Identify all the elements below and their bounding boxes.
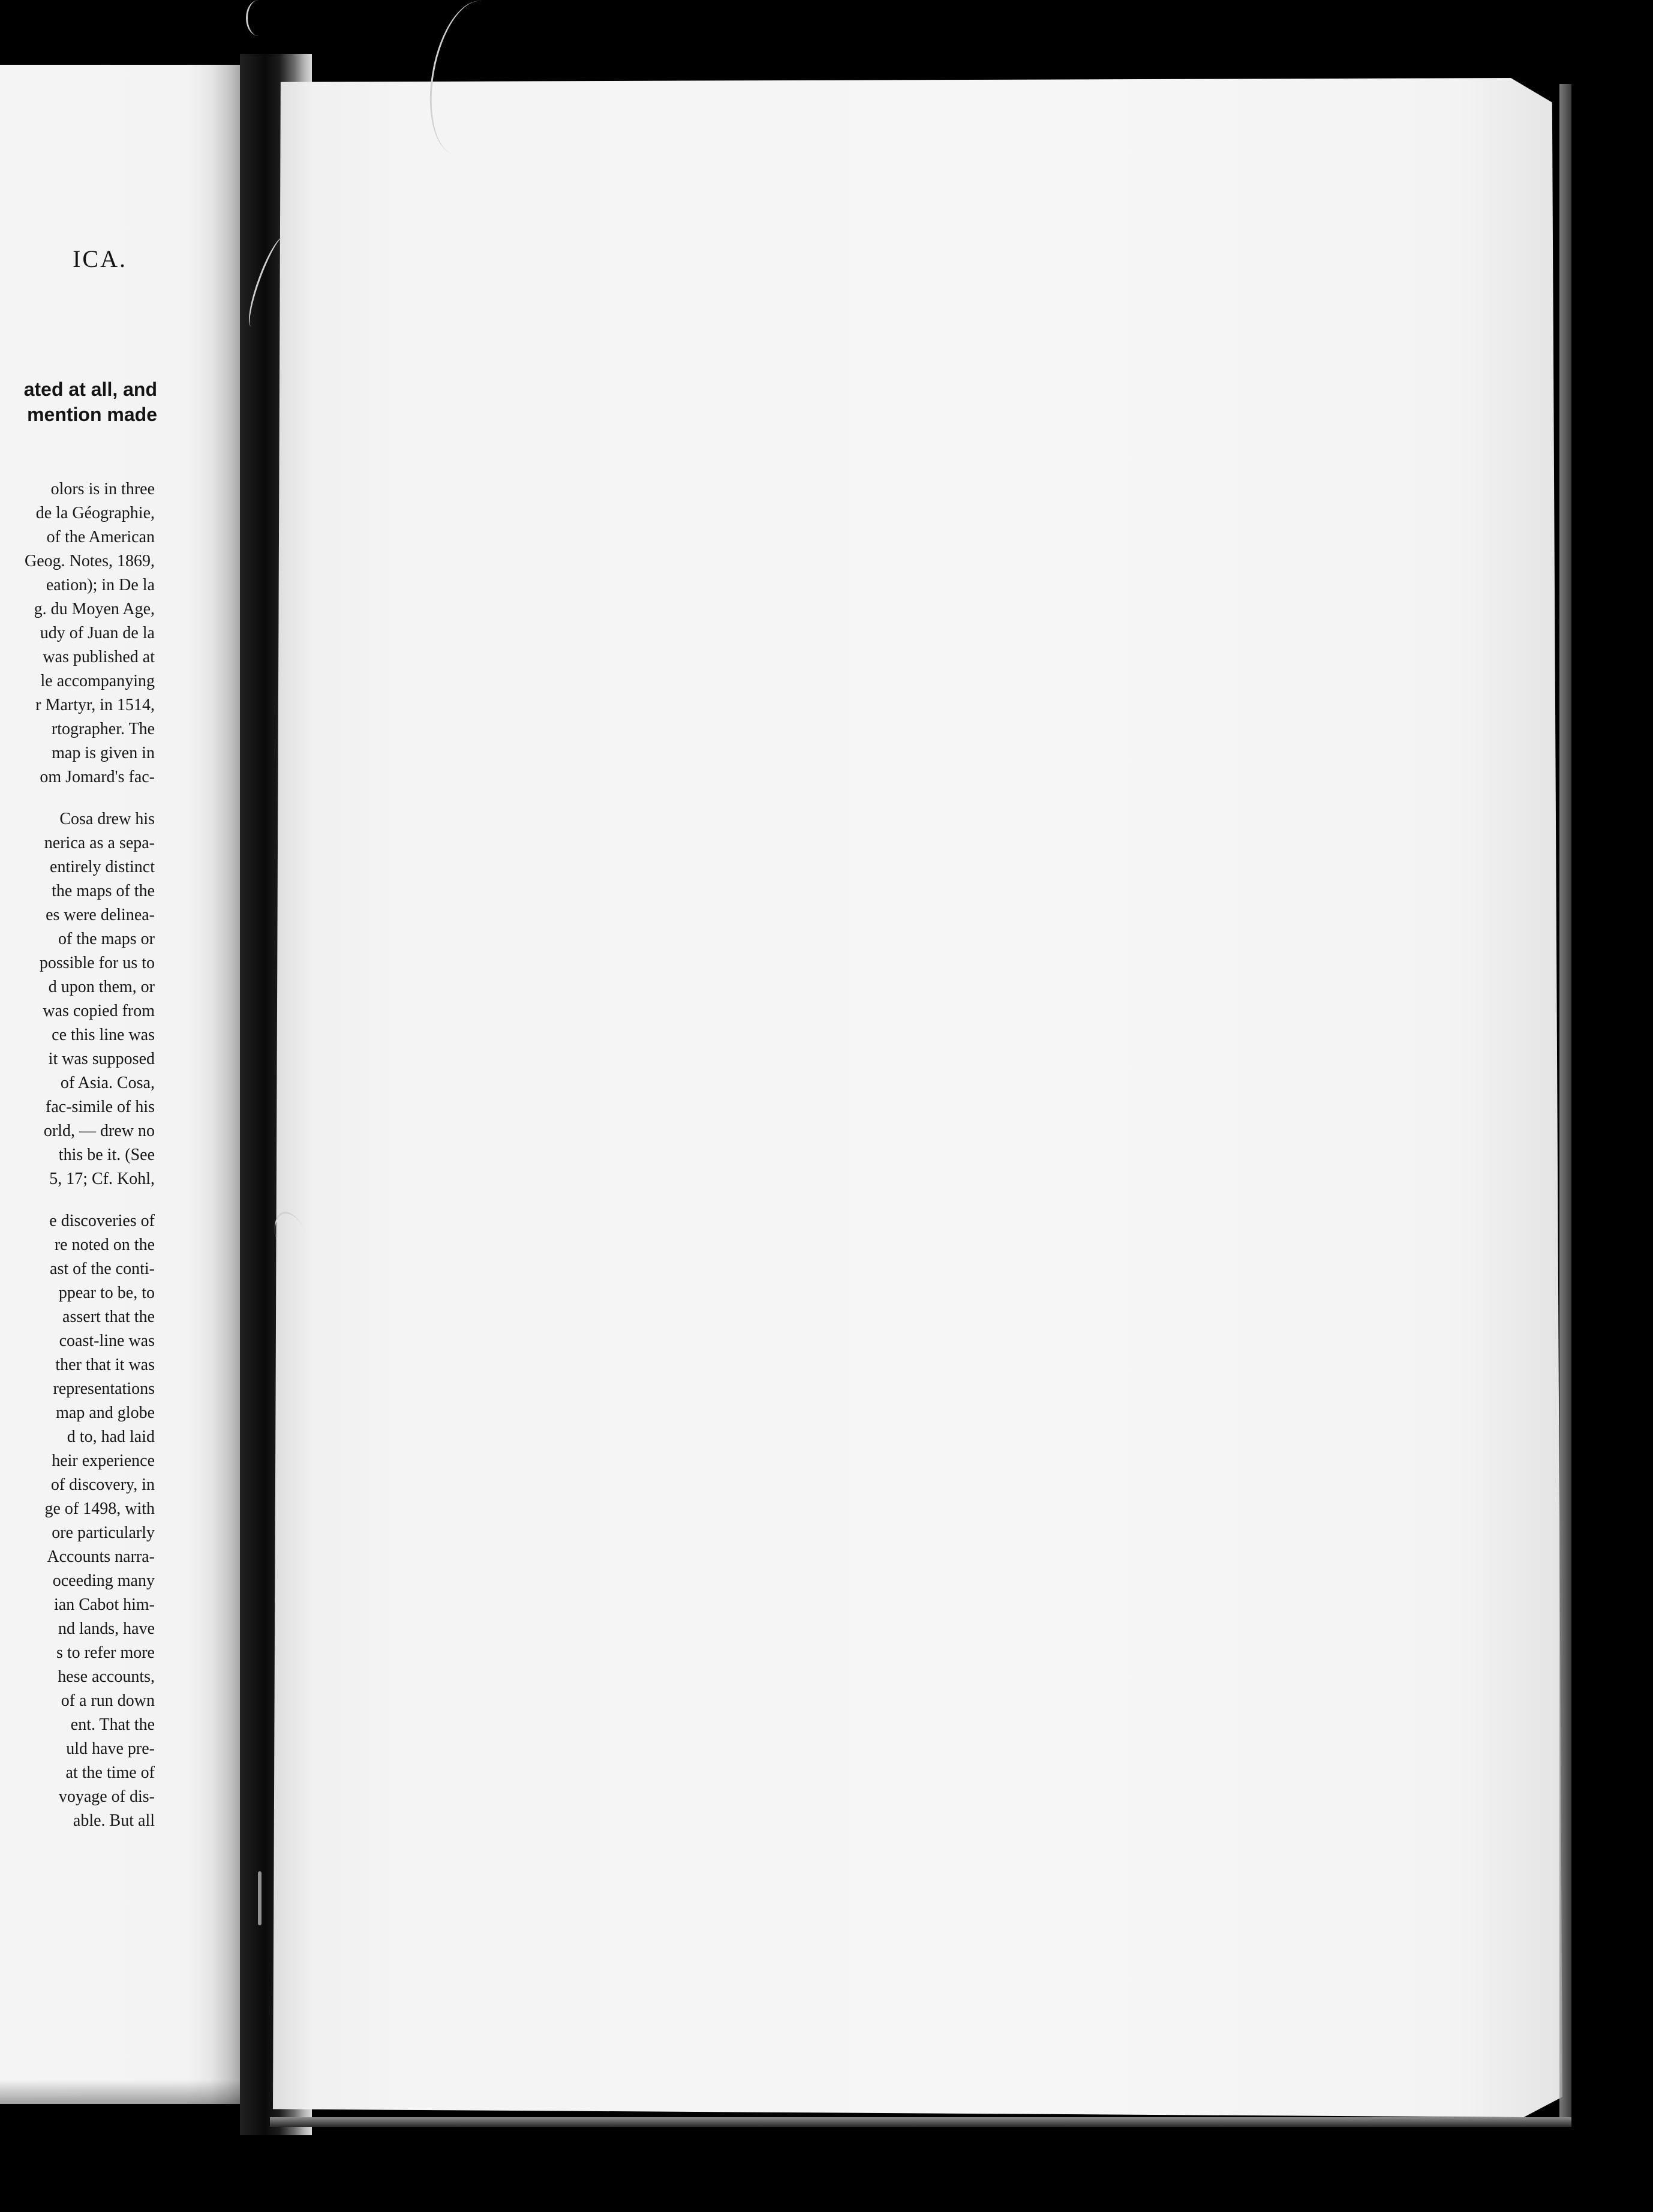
text-line: of discovery, in — [50, 1475, 155, 1494]
text-line: map is given in — [52, 744, 155, 762]
text-line: the maps of the — [52, 882, 155, 900]
text-line: it was supposed — [48, 1050, 155, 1068]
text-line: at the time of — [65, 1763, 155, 1782]
text-line: of the maps or — [58, 930, 155, 948]
text-line: 5, 17; Cf. Kohl, — [49, 1170, 155, 1188]
text-line: eation); in De la — [46, 576, 155, 594]
text-line: of Asia. Cosa, — [60, 1074, 155, 1092]
text-line: hese accounts, — [58, 1667, 155, 1686]
headnote-line: mention made — [27, 404, 157, 425]
text-line: of a run down — [61, 1691, 155, 1710]
text-line: ent. That the — [70, 1715, 155, 1734]
text-line: was published at — [43, 648, 155, 666]
text-line: udy of Juan de la — [40, 624, 155, 642]
text-line: fac-simile of his — [46, 1098, 155, 1116]
page-bottom-shadow — [0, 2080, 240, 2104]
text-line: ge of 1498, with — [44, 1499, 155, 1518]
text-line: entirely distinct — [50, 858, 155, 876]
text-line: coast-line was — [59, 1332, 155, 1350]
text-line: e discoveries of — [49, 1212, 155, 1230]
text-line: uld have pre- — [66, 1739, 155, 1758]
bottom-page-shadow — [270, 2117, 1571, 2127]
headnote-line: ated at all, and — [23, 378, 157, 400]
text-line: oceeding many — [52, 1571, 155, 1590]
running-head: ICA. — [73, 245, 127, 272]
scan-debris — [246, 0, 272, 36]
text-line: heir experience — [52, 1451, 155, 1470]
gutter-speck — [258, 1871, 262, 1925]
text-line: s to refer more — [56, 1643, 155, 1662]
text-line: Geog. Notes, 1869, — [25, 552, 155, 570]
text-line: nd lands, have — [58, 1619, 155, 1638]
body-text — [0, 477, 155, 1833]
page-edge-shadow — [1559, 84, 1571, 2123]
text-line: map and globe — [56, 1403, 155, 1422]
text-line: Cosa drew his — [59, 810, 155, 828]
text-line: r Martyr, in 1514, — [35, 696, 155, 714]
right-blank-page — [273, 78, 1562, 2117]
text-line: ppear to be, to — [58, 1284, 155, 1302]
left-facing-page — [0, 65, 240, 2104]
text-line: om Jomard's fac- — [40, 768, 155, 786]
text-line: possible for us to — [39, 954, 155, 972]
text-line: was copied from — [43, 1002, 155, 1020]
text-line: d upon them, or — [48, 978, 155, 996]
text-line: ther that it was — [55, 1356, 155, 1374]
headnote — [0, 377, 157, 427]
text-line: representations — [53, 1380, 155, 1398]
text-line: able. But all — [73, 1811, 155, 1830]
text-line: ast of the conti- — [50, 1260, 155, 1278]
text-line: d to, had laid — [67, 1427, 155, 1446]
text-line: ian Cabot him- — [54, 1595, 155, 1614]
text-line: g. du Moyen Age, — [34, 600, 155, 618]
text-line: ce this line was — [52, 1026, 155, 1044]
text-line: voyage of dis- — [58, 1787, 155, 1806]
text-line: de la Géographie, — [35, 504, 155, 522]
text-line: olors is in three — [50, 480, 155, 498]
text-line: rtographer. The — [51, 720, 155, 738]
text-line: ore particularly — [52, 1523, 155, 1542]
text-line: this be it. (See — [58, 1146, 155, 1164]
text-line: le accompanying — [40, 672, 155, 690]
text-line: es were delinea- — [46, 906, 155, 924]
text-line: of the American — [46, 528, 155, 546]
text-line: orld, — drew no — [43, 1122, 155, 1140]
text-line: Accounts narra- — [47, 1547, 155, 1566]
text-line: re noted on the — [54, 1236, 155, 1254]
text-line: nerica as a sepa- — [44, 834, 155, 852]
text-line: assert that the — [62, 1308, 155, 1326]
